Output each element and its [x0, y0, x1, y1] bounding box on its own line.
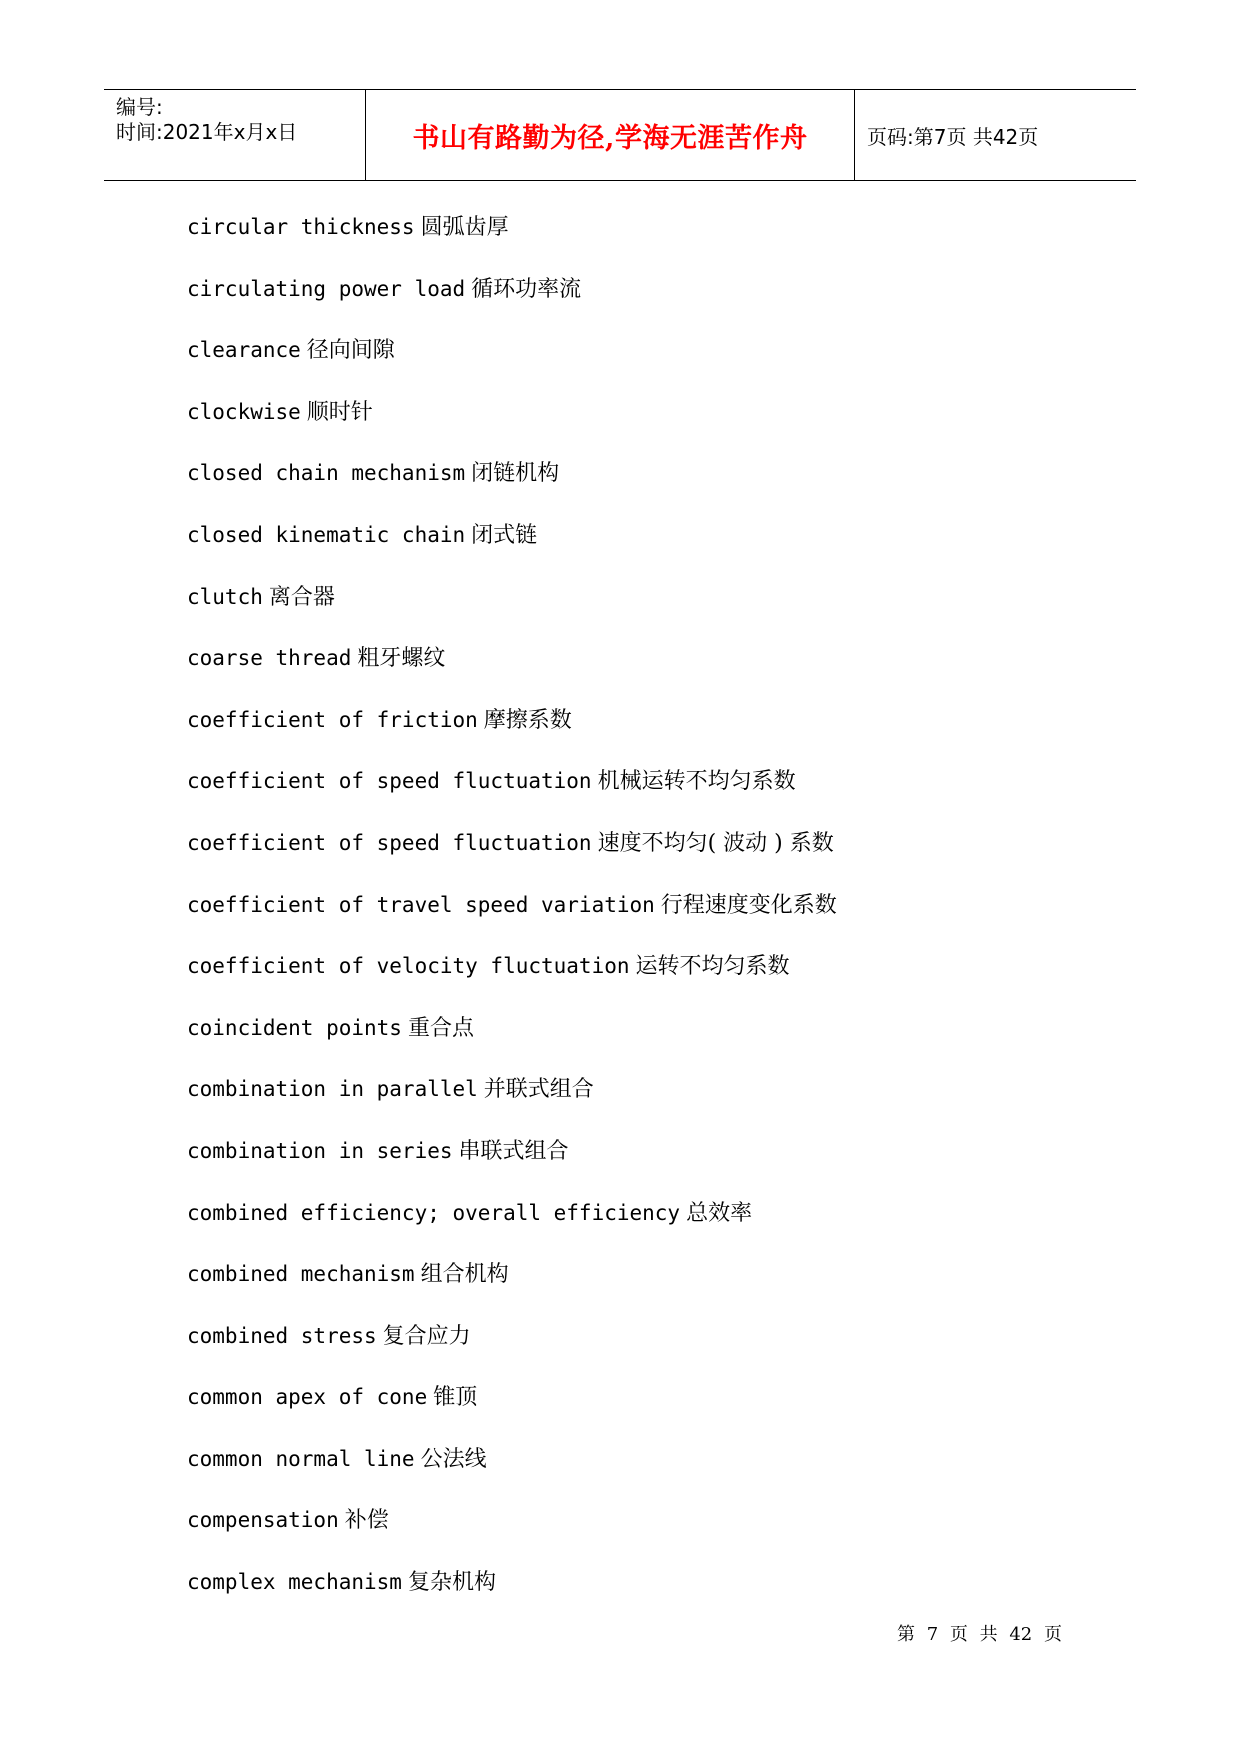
document-time-label: 时间:2021年x月x日 [116, 120, 298, 144]
term-english: clutch [187, 584, 263, 609]
term-english: closed chain mechanism [187, 461, 466, 486]
glossary-entry [187, 638, 837, 700]
term-chinese: 闭式链 [471, 522, 538, 548]
term-chinese: 速度不均匀( 波动 ) 系数 [597, 830, 834, 856]
term-chinese: 组合机构 [420, 1262, 509, 1288]
glossary-entry [187, 1562, 837, 1624]
header-motto: 书山有路勤为径,学海无涯苦作舟 [412, 122, 808, 154]
term-chinese: 运转不均匀系数 [635, 954, 790, 980]
term-english: coarse thread [187, 646, 352, 671]
glossary-list [187, 207, 837, 1624]
term-english: coincident points [187, 1015, 402, 1040]
glossary-entry [187, 330, 837, 392]
term-chinese: 径向间隙 [306, 338, 395, 364]
term-english: coefficient of speed fluctuation [187, 769, 592, 794]
glossary-entry [187, 823, 837, 885]
header-motto-cell [366, 90, 855, 180]
term-chinese: 圆弧齿厚 [420, 215, 509, 240]
term-english: complex mechanism [187, 1570, 402, 1595]
term-english: circulating power load [187, 276, 466, 301]
term-chinese: 顺时针 [306, 399, 373, 425]
glossary-entry [187, 1500, 837, 1562]
glossary-entry [187, 392, 837, 454]
glossary-entry [187, 577, 837, 639]
term-english: coefficient of speed fluctuation [187, 830, 592, 855]
term-english: combination in series [187, 1138, 453, 1163]
glossary-entry [187, 1193, 837, 1255]
glossary-entry [187, 453, 837, 515]
term-chinese: 复杂机构 [407, 1570, 496, 1596]
term-english: compensation [187, 1508, 339, 1533]
term-chinese: 锥顶 [433, 1385, 478, 1411]
glossary-entry [187, 1316, 837, 1378]
glossary-entry [187, 1377, 837, 1439]
glossary-entry [187, 885, 837, 947]
glossary-entry [187, 1254, 837, 1316]
term-chinese: 离合器 [268, 584, 335, 610]
term-english: combination in parallel [187, 1077, 478, 1102]
term-english: combined efficiency; overall efficiency [187, 1200, 681, 1225]
term-english: closed kinematic chain [187, 522, 466, 547]
page-footer: 第 7 页 共 42 页 [897, 1624, 1062, 1645]
term-chinese: 串联式组合 [458, 1138, 569, 1164]
glossary-entry [187, 207, 837, 269]
glossary-entry [187, 1131, 837, 1193]
glossary-entry [187, 515, 837, 577]
term-chinese: 并联式组合 [483, 1077, 594, 1103]
document-number-label: 编号: [116, 95, 163, 119]
term-english: clearance [187, 338, 301, 363]
glossary-entry [187, 269, 837, 331]
term-english: coefficient of travel speed variation [187, 892, 655, 917]
header-meta-cell [104, 90, 366, 180]
term-chinese: 行程速度变化系数 [660, 892, 837, 918]
glossary-entry [187, 1008, 837, 1070]
term-chinese: 补偿 [344, 1508, 389, 1534]
term-english: common normal line [187, 1446, 415, 1471]
glossary-entry [187, 1439, 837, 1501]
term-chinese: 粗牙螺纹 [357, 646, 446, 672]
glossary-entry [187, 700, 837, 762]
term-english: common apex of cone [187, 1385, 428, 1410]
term-chinese: 公法线 [420, 1446, 487, 1472]
term-chinese: 重合点 [407, 1015, 474, 1041]
term-chinese: 复合应力 [382, 1323, 471, 1349]
term-chinese: 闭链机构 [471, 461, 560, 487]
term-chinese: 摩擦系数 [483, 707, 572, 733]
term-english: combined stress [187, 1323, 377, 1348]
document-header [104, 89, 1136, 181]
term-chinese: 机械运转不均匀系数 [597, 769, 796, 795]
term-english: clockwise [187, 399, 301, 424]
term-english: coefficient of friction [187, 707, 478, 732]
term-english: circular thickness [187, 215, 415, 239]
term-chinese: 循环功率流 [471, 276, 582, 302]
glossary-entry [187, 946, 837, 1008]
header-page-info: 页码:第7页 共42页 [867, 124, 1039, 149]
term-english: combined mechanism [187, 1262, 415, 1287]
glossary-entry [187, 1069, 837, 1131]
term-chinese: 总效率 [686, 1200, 753, 1226]
glossary-entry [187, 761, 837, 823]
term-english: coefficient of velocity fluctuation [187, 954, 630, 979]
